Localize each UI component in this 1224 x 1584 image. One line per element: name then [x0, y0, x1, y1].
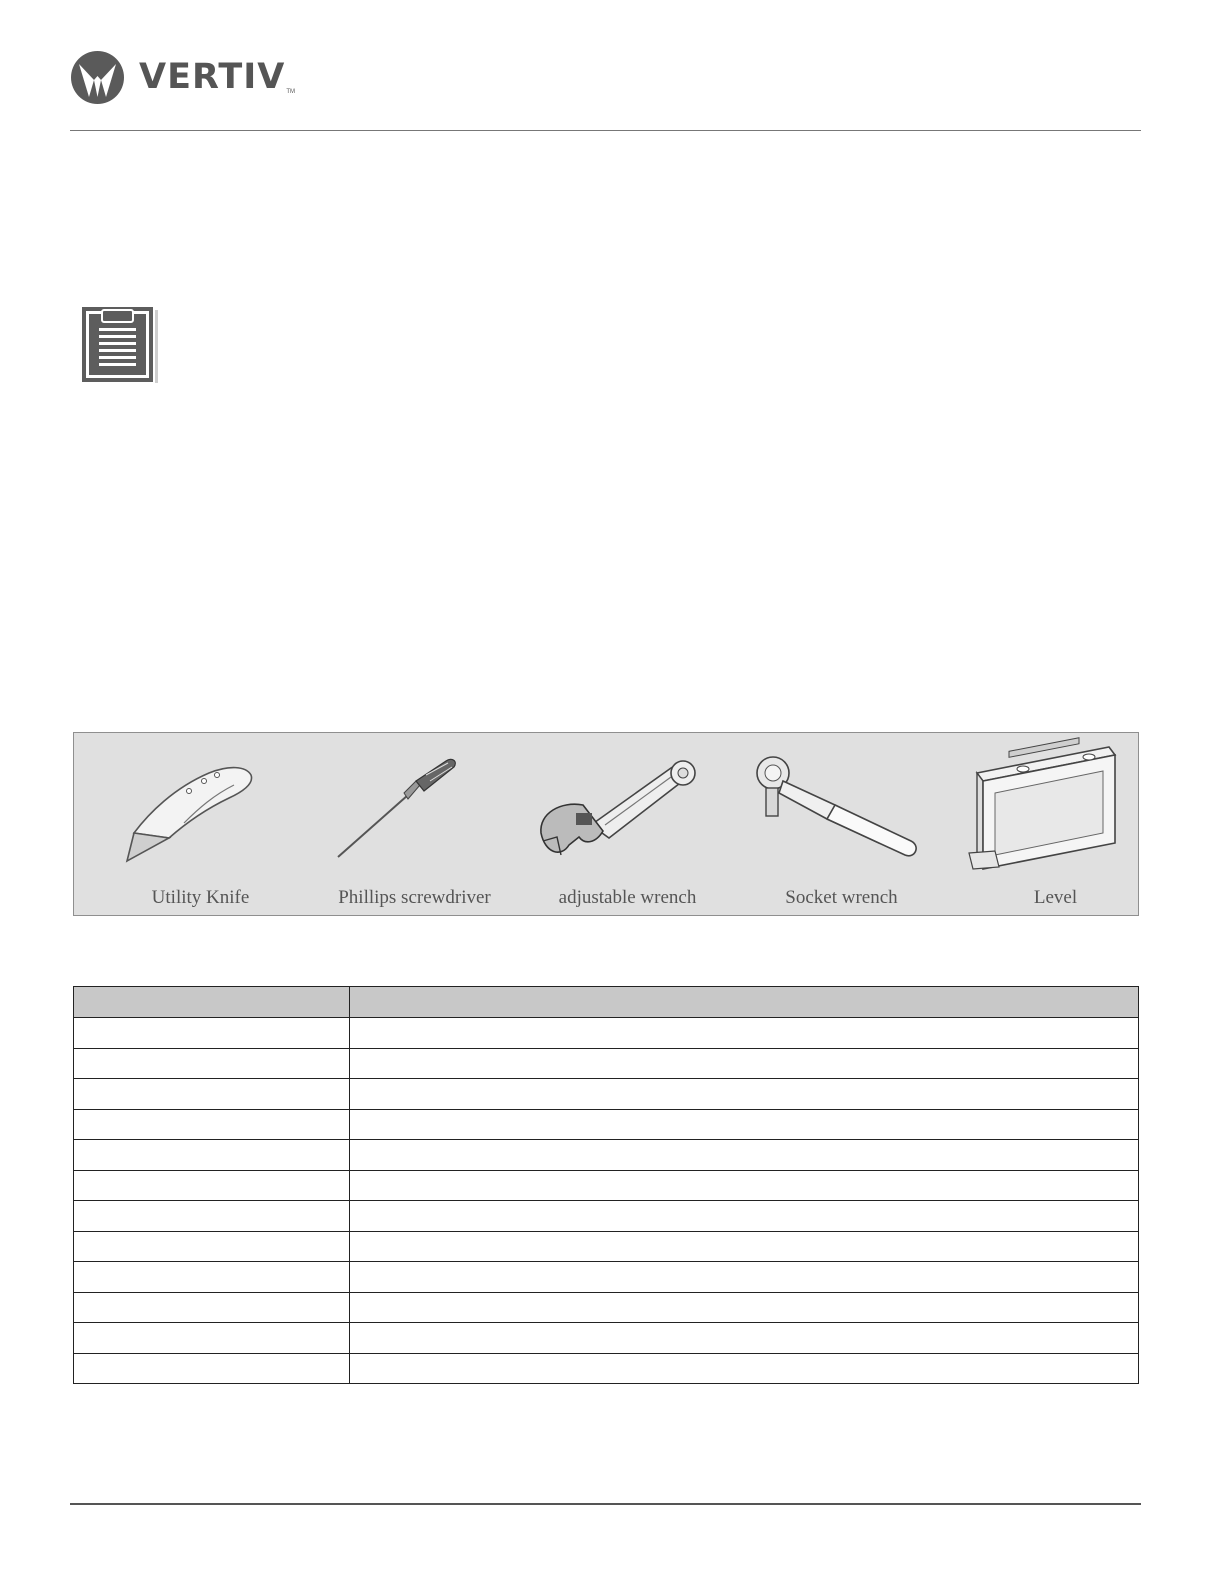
adjustable-wrench-icon [521, 733, 734, 883]
table-row [74, 1018, 1139, 1049]
table-cell [74, 1109, 350, 1140]
table-header-cell [350, 987, 1139, 1018]
phillips-screwdriver-icon [308, 733, 521, 883]
table-row [74, 1170, 1139, 1201]
table-row [74, 1353, 1139, 1384]
tool-level [949, 733, 1162, 917]
table-row [74, 1231, 1139, 1262]
page-header [70, 50, 1141, 132]
table-cell [350, 1353, 1139, 1384]
utility-knife-icon [94, 733, 307, 883]
table-row [74, 1262, 1139, 1293]
tool-label: Level [1033, 887, 1078, 908]
table-row [74, 1323, 1139, 1354]
table-row [74, 1292, 1139, 1323]
tool-socket-wrench [735, 733, 948, 917]
tool-adjustable-wrench [521, 733, 734, 917]
table-header-row [74, 987, 1139, 1018]
table-row [74, 1140, 1139, 1171]
table-cell [350, 1048, 1139, 1079]
tool-label: adjustable wrench [558, 887, 697, 908]
table-cell [350, 1262, 1139, 1293]
trademark: TM [286, 89, 296, 95]
tools-figure [73, 732, 1139, 916]
socket-wrench-icon [735, 733, 948, 883]
table-cell [350, 1079, 1139, 1110]
table-cell [74, 1140, 350, 1171]
table-cell [350, 1201, 1139, 1232]
table-cell [350, 1170, 1139, 1201]
table-cell [74, 1262, 350, 1293]
footer-rule [70, 1503, 1141, 1505]
header-rule [70, 130, 1141, 131]
table-cell [74, 1231, 350, 1262]
table-cell [350, 1231, 1139, 1262]
table-cell [74, 1170, 350, 1201]
table-cell [74, 1018, 350, 1049]
level-icon [949, 733, 1162, 883]
brand-name: VERTIV [139, 57, 286, 97]
tool-utility-knife [94, 733, 307, 917]
tools-table [73, 986, 1139, 1384]
table-row [74, 1109, 1139, 1140]
tool-label: Utility Knife [151, 887, 250, 908]
table-cell [350, 1323, 1139, 1354]
tool-label: Socket wrench [785, 887, 898, 908]
note-clipboard-icon [81, 306, 158, 383]
tool-phillips-screwdriver [308, 733, 521, 917]
table-cell [350, 1292, 1139, 1323]
table-cell [74, 1353, 350, 1384]
table-cell [350, 1109, 1139, 1140]
table-cell [350, 1140, 1139, 1171]
table-cell [74, 1201, 350, 1232]
table-cell [74, 1292, 350, 1323]
table-cell [74, 1323, 350, 1354]
table-row [74, 1201, 1139, 1232]
table-cell [74, 1079, 350, 1110]
table-header-cell [74, 987, 350, 1018]
table-row [74, 1079, 1139, 1110]
table-row [74, 1048, 1139, 1079]
vertiv-logo [70, 50, 295, 105]
vertiv-logo-icon [70, 50, 125, 105]
tool-label: Phillips screwdriver [338, 887, 491, 908]
table-cell [74, 1048, 350, 1079]
table-cell [350, 1018, 1139, 1049]
